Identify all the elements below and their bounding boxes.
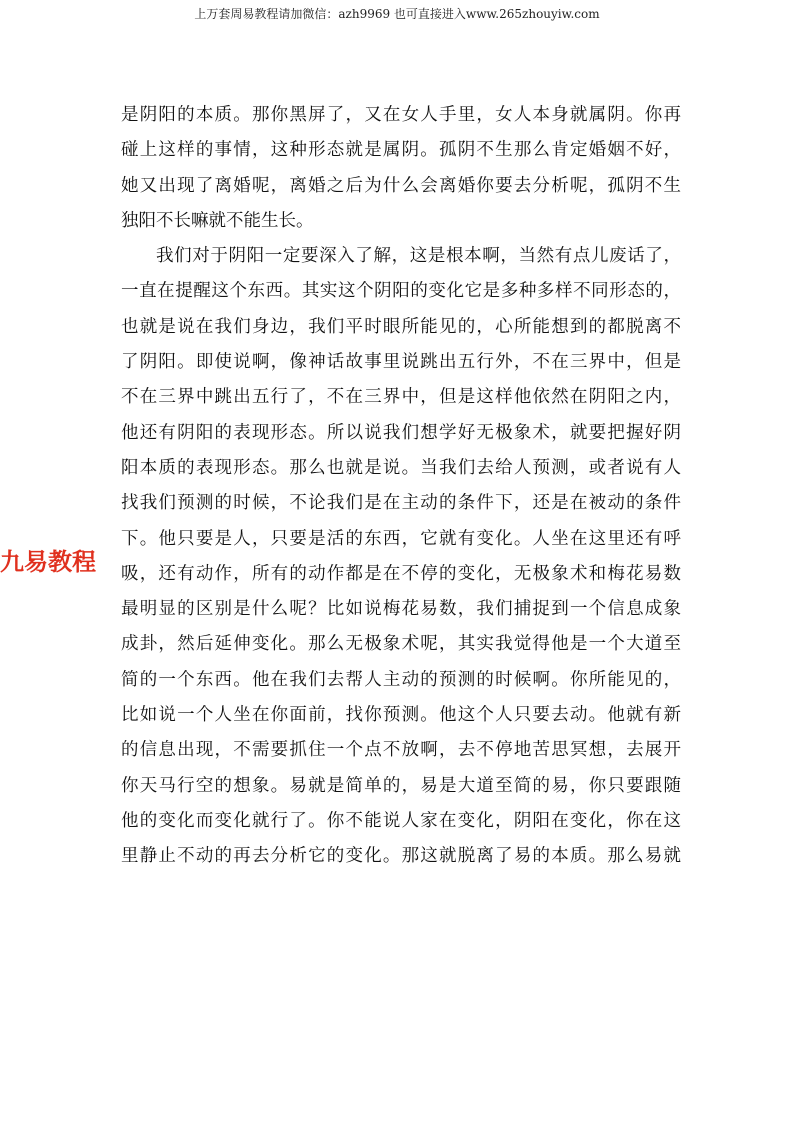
text-line: 最明显的区别是什么呢？比如说梅花易数，我们捕捉到一个信息成象 xyxy=(121,599,681,620)
header-notice: 上万套周易教程请加微信：azh9969 也可直接进入www.265zhouyiw.com xyxy=(194,7,600,21)
text-line: 你天马行空的想象。易就是简单的，易是大道至简的易，你只要跟随 xyxy=(121,775,681,796)
text-line: 他的变化而变化就行了。你不能说人家在变化，阴阳在变化，你在这 xyxy=(121,810,681,831)
text-line: 阳本质的表现形态。那么也就是说。当我们去给人预测，或者说有人 xyxy=(121,457,681,478)
text-line: 我们对于阴阳一定要深入了解，这是根本啊，当然有点儿废话了， xyxy=(156,246,681,267)
watermark-logo: 九易教程 xyxy=(0,548,96,576)
text-line: 成卦，然后延伸变化。那么无极象术呢，其实我觉得他是一个大道至 xyxy=(121,634,681,655)
text-line: 里静止不动的再去分析它的变化。那这就脱离了易的本质。那么易就 xyxy=(121,846,681,867)
paragraph-2 xyxy=(121,239,681,874)
text-line: 下。他只要是人，只要是活的东西，它就有变化。人坐在这里还有呼 xyxy=(121,528,681,549)
text-line: 吸，还有动作，所有的动作都是在不停的变化，无极象术和梅花易数 xyxy=(121,563,681,584)
text-line: 简的一个东西。他在我们去帮人主动的预测的时候啊。你所能见的， xyxy=(121,669,681,690)
text-line: 一直在提醒这个东西。其实这个阴阳的变化它是多种多样不同形态的， xyxy=(121,281,681,302)
text-line: 他还有阴阳的表现形态。所以说我们想学好无极象术，就要把握好阴 xyxy=(121,422,681,443)
text-line: 找我们预测的时候，不论我们是在主动的条件下，还是在被动的条件 xyxy=(121,493,681,514)
paragraph-1 xyxy=(121,98,681,239)
text-line: 的信息出现，不需要抓住一个点不放啊，去不停地苦思冥想，去展开 xyxy=(121,740,681,761)
text-line: 也就是说在我们身边，我们平时眼所能见的，心所能想到的都脱离不 xyxy=(121,316,681,337)
text-line: 比如说一个人坐在你面前，找你预测。他这个人只要去动。他就有新 xyxy=(121,705,681,726)
text-line: 独阳不长嘛就不能生长。 xyxy=(121,210,314,231)
text-line: 了阴阳。即使说啊，像神话故事里说跳出五行外，不在三界中，但是 xyxy=(121,352,681,373)
text-line: 是阴阳的本质。那你黑屏了，又在女人手里，女人本身就属阴。你再 xyxy=(121,105,681,125)
text-line: 她又出现了离婚呢，离婚之后为什么会离婚你要去分析呢，孤阴不生 xyxy=(121,175,681,196)
text-line: 碰上这样的事情，这种形态就是属阴。孤阴不生那么肯定婚姻不好， xyxy=(121,140,681,161)
document-body xyxy=(121,98,681,875)
text-line: 不在三界中跳出五行了，不在三界中，但是这样他依然在阴阳之内， xyxy=(121,387,681,408)
